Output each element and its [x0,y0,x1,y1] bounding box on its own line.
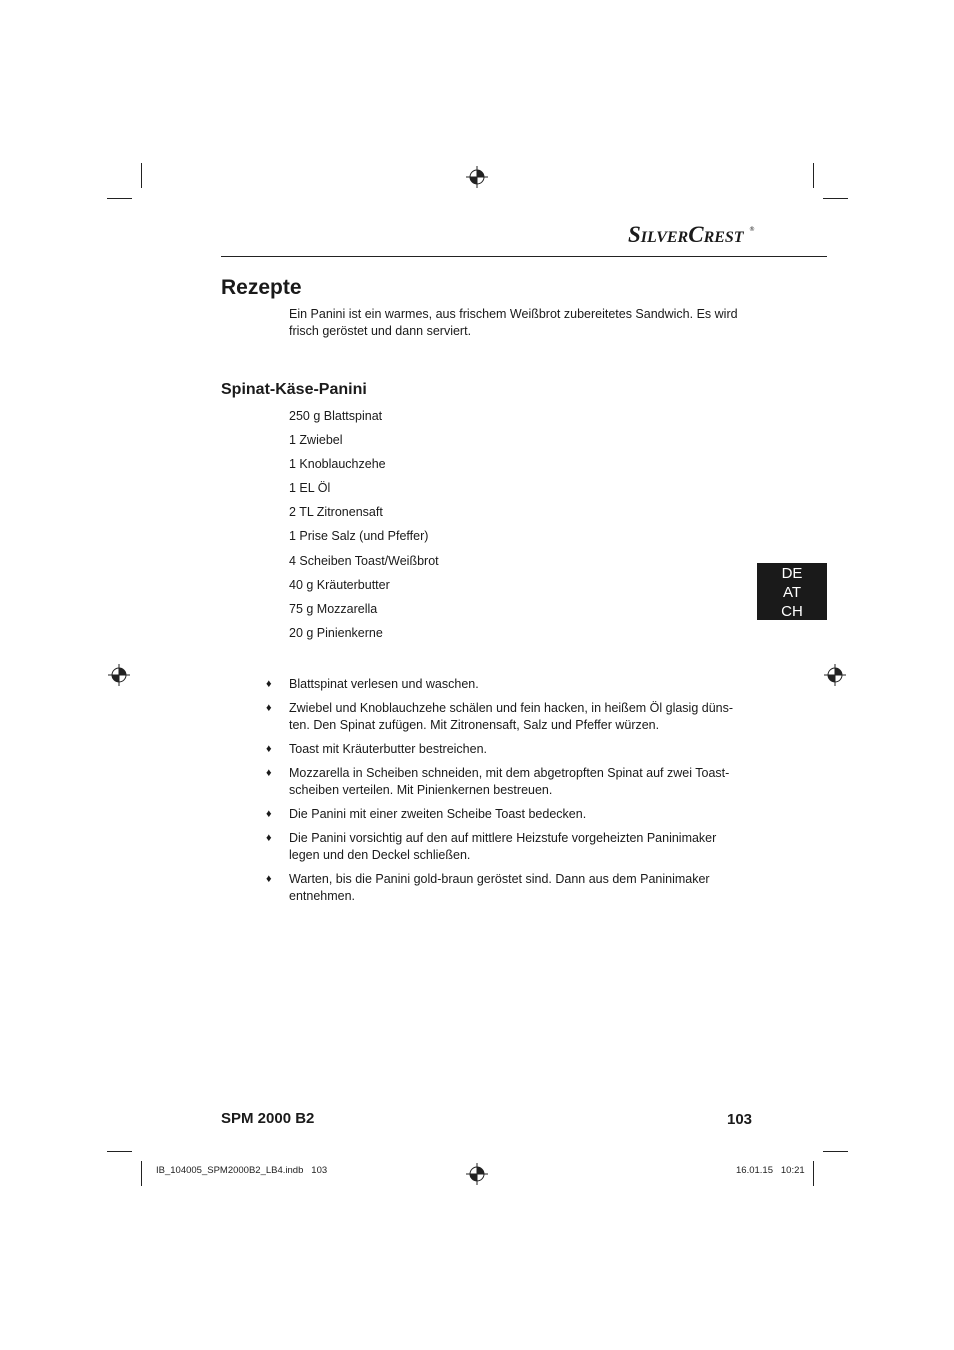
step-item [262,676,742,693]
crop-mark [141,1161,142,1186]
language-badge [757,563,827,620]
step-item [262,741,742,758]
registration-mark-icon [108,664,130,686]
language-code: CH [781,603,803,620]
step-text: Die Panini mit einer zweiten Scheibe Toast bedecken. [289,807,587,821]
language-code: AT [782,584,802,601]
diamond-bullet-icon: ♦ [266,873,272,885]
ingredient-item: 20 g Pinienkerne [289,625,383,640]
ingredient-item: 2 TL Zitronensaft [289,505,383,520]
ingredient-item: 1 EL Öl [289,481,331,496]
step-item [262,871,742,905]
page-title: Rezepte [221,276,302,299]
step-item [262,765,742,799]
step-text: Blattspinat verlesen und waschen. [289,677,479,691]
step-text: Toast mit Kräuterbutter bestreichen. [289,742,488,756]
crop-mark [107,1151,132,1152]
ingredient-item: 1 Zwiebel [289,433,343,448]
crop-mark [813,1161,814,1186]
ingredient-item: 40 g Kräuterbutter [289,577,390,592]
diamond-bullet-icon: ♦ [266,678,272,690]
step-list [262,676,742,905]
step-text: Mozzarella in Scheiben schneiden, mit dem abgetropften Spinat auf zwei Toast-scheiben verteilen. Mit Pinienkernen bestreuen. [289,766,730,797]
diamond-bullet-icon: ♦ [266,832,272,844]
ingredient-list [289,407,439,648]
crop-mark [107,198,132,199]
ingredient-item: 1 Prise Salz (und Pfeffer) [289,529,429,544]
diamond-bullet-icon: ♦ [266,702,272,714]
ingredient-item: 75 g Mozzarella [289,601,378,616]
step-text: Die Panini vorsichtig auf den auf mittlere Heizstufe vorgeheizten Paninimaker legen und den Deckel schließen. [289,831,717,862]
crop-mark [813,163,814,188]
step-item [262,700,742,734]
print-file-slug: IB_104005_SPM2000B2_LB4.indb 103 [156,1165,328,1176]
step-text: Warten, bis die Panini gold-braun geröstet sind. Dann aus dem Paninimaker entnehmen. [289,872,710,903]
ingredient-item: 4 Scheiben Toast/Weißbrot [289,553,439,568]
intro-paragraph: Ein Panini ist ein warmes, aus frischem Weißbrot zubereitetes Sandwich. Es wird frisch geröstet und dann serviert. [289,307,738,338]
ingredient-item: 1 Knoblauchzehe [289,457,386,472]
model-number: SPM 2000 B2 [221,1110,315,1127]
page-number: 103 [727,1111,753,1128]
silvercrest-logo [628,218,754,250]
crop-mark [823,198,848,199]
recipe-title: Spinat-Käse-Panini [221,381,367,398]
registration-mark-icon [824,664,846,686]
diamond-bullet-icon: ♦ [266,808,272,820]
header-rule [221,256,827,257]
registration-mark-icon [466,166,488,188]
ingredient-item: 250 g Blattspinat [289,409,383,423]
print-date-slug: 16.01.15 10:21 [736,1165,805,1176]
step-item [262,806,742,823]
diamond-bullet-icon: ♦ [266,767,272,779]
crop-mark [823,1151,848,1152]
diamond-bullet-icon: ♦ [266,743,272,755]
language-code: DE [781,565,803,582]
step-item [262,830,742,864]
svg-text:SILVERCREST: SILVERCREST [628,222,744,247]
step-text: Zwiebel und Knoblauchzehe schälen und fein hacken, in heißem Öl glasig düns-ten. Den Spinat zufügen. Mit Zitronensaft, Salz und Pfeffer würzen. [289,701,734,732]
svg-text:®: ® [749,226,755,233]
crop-mark [141,163,142,188]
registration-mark-icon [466,1163,488,1185]
